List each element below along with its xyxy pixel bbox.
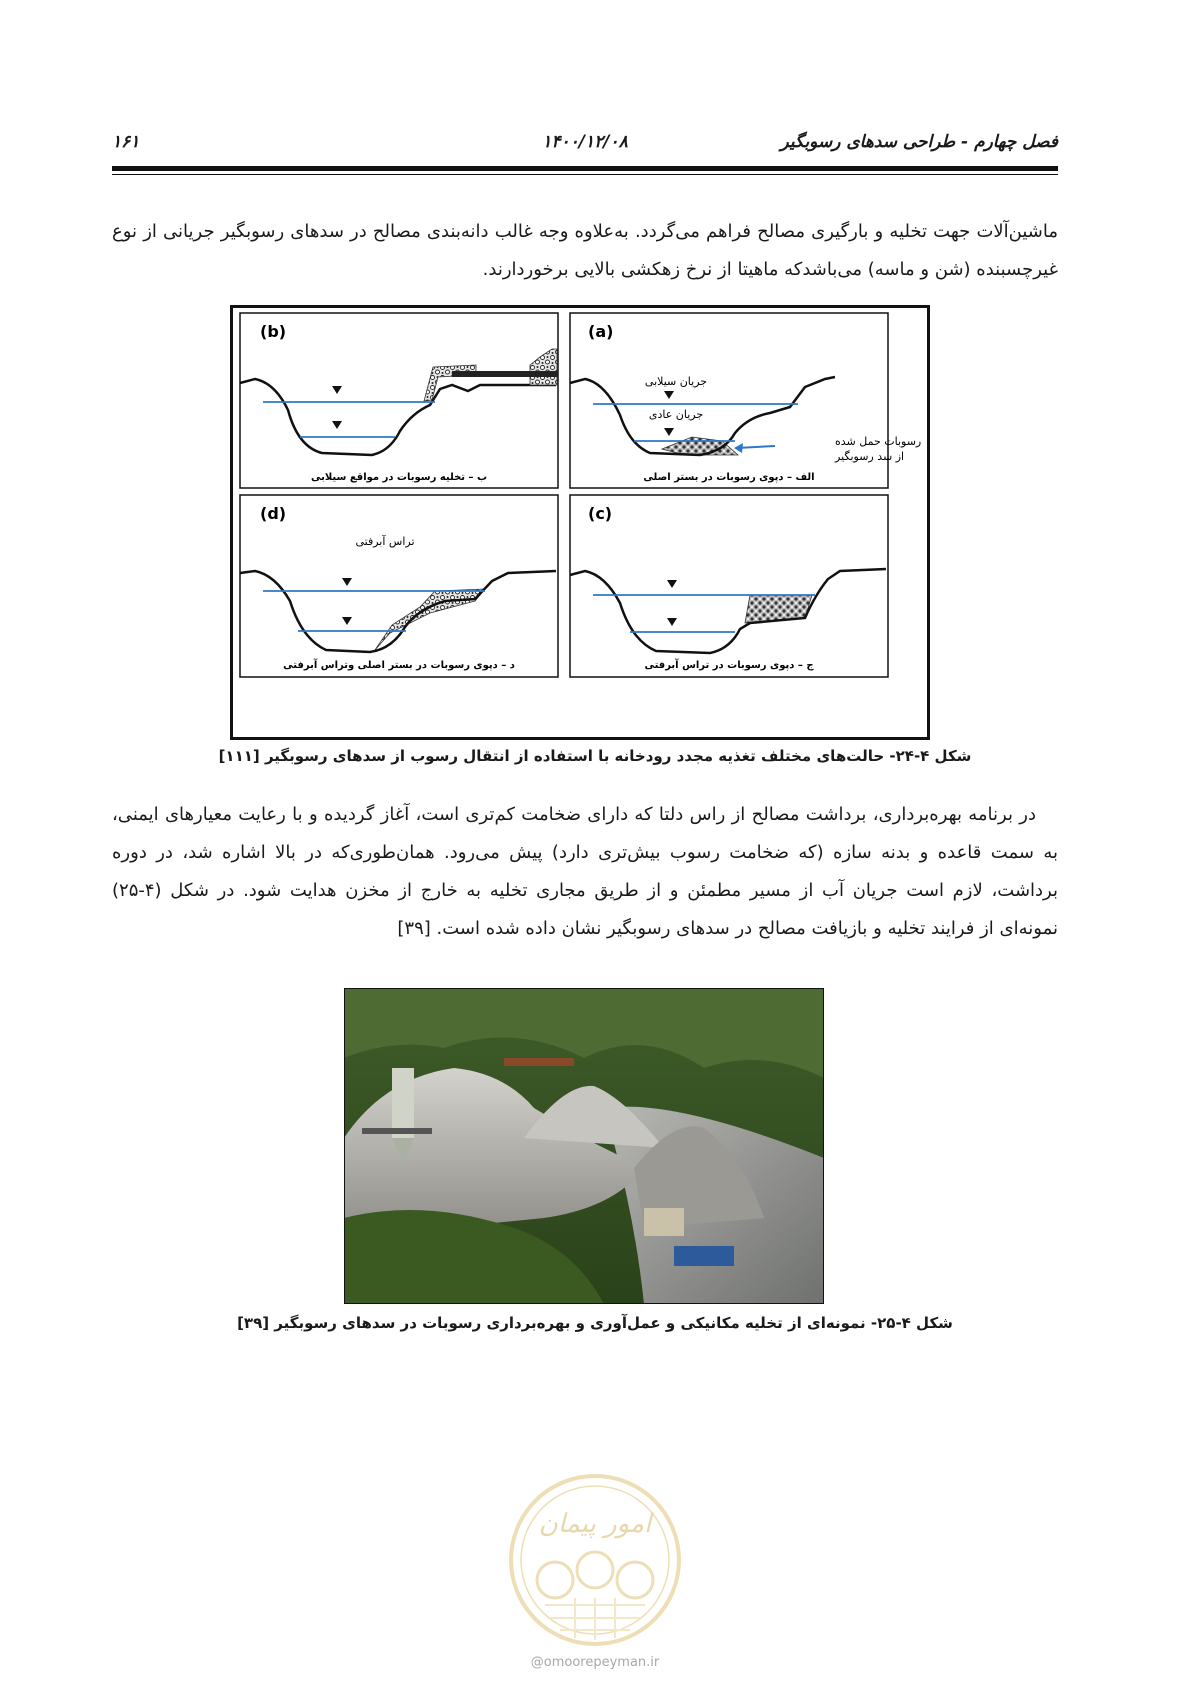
header-date: ۱۴۰۰/۱۲/۰۸ bbox=[542, 132, 628, 152]
photo-bridge bbox=[504, 1058, 574, 1066]
panel-a-sediment-label-1: رسوبات حمل شده bbox=[835, 435, 922, 448]
panel-d-letter: (d) bbox=[260, 504, 287, 523]
panel-a-caption: الف – دپوی رسوبات در بستر اصلی bbox=[643, 472, 815, 483]
panel-b-conveyor bbox=[452, 371, 558, 377]
panel-d-terrace-label: تراس آبرفتی bbox=[355, 535, 415, 548]
photo-plant-frame bbox=[362, 1128, 432, 1134]
panel-a-sediment-label-2: از سد رسوبگیر bbox=[835, 450, 905, 463]
paragraph-1: ماشین‌آلات جهت تخلیه و بارگیری مصالح فراهم می‌گردد. به‌علاوه وجه غالب دانه‌بندی مصالح در سدهای رسوبگیر جریانی از نوع غیرچسبنده (شن و ماسه) می‌باشدکه ماهیتا از نرخ زهکشی بالایی برخوردارند. bbox=[112, 221, 1058, 280]
page-header bbox=[112, 128, 1058, 158]
photo-silo bbox=[392, 1068, 414, 1138]
panel-a-normal-label: جریان عادی bbox=[648, 408, 704, 421]
watermark-logo bbox=[505, 1470, 685, 1650]
page-number: ۱۶۱ bbox=[112, 132, 140, 152]
panel-b-letter: (b) bbox=[260, 322, 287, 341]
panel-a-flood-label: جریان سیلابی bbox=[644, 375, 708, 388]
figure-2-caption: شکل ۴-۲۵- نمونه‌ای از تخلیه مکانیکی و عمل‌آوری و بهره‌برداری رسوبات در سدهای رسوبگیر [۳۹] bbox=[237, 1314, 953, 1332]
panel-a-letter: (a) bbox=[588, 322, 614, 341]
photo-truck-blue bbox=[674, 1246, 734, 1266]
figure-1-caption: شکل ۴-۲۴- حالت‌های مختلف تغذیه مجدد رودخانه با استفاده از انتقال رسوب از سدهای رسوبگیر [۱۱۱] bbox=[218, 747, 972, 765]
panel-b bbox=[240, 313, 558, 488]
panel-c bbox=[570, 495, 888, 677]
watermark-logo-text: امور پیمان bbox=[538, 1509, 652, 1539]
panel-d-caption: د – دپوی رسوبات در بستر اصلی وتراس آبرفتی bbox=[283, 660, 515, 671]
sediment-processing-photo bbox=[344, 988, 824, 1304]
panel-c-caption: ج – دپوی رسوبات در تراس آبرفتی bbox=[644, 660, 814, 671]
header-rule-thin bbox=[112, 174, 1058, 175]
panel-b-caption: ب – تخلیه رسوبات در مواقع سیلابی bbox=[310, 472, 488, 483]
watermark-url: @omoorepeyman.ir bbox=[530, 1655, 660, 1670]
photo-truck-cab bbox=[644, 1208, 684, 1236]
sediment-deposition-diagram bbox=[230, 305, 930, 740]
paragraph-2: در برنامه بهره‌برداری، برداشت مصالح از راس دلتا که دارای ضخامت کم‌تری است، آغاز گردیده و با رعایت معیارهای ایمنی، به سمت قاعده و بدنه سازه (که ضخامت رسوب بیش‌تری دارد) پیش می‌رود. همان‌طوری‌که در بالا اشاره شد، در دوره برداشت، لازم است جریان آب از مسیر مطمئن و از طریق مجاری تخلیه به خارج از مخزن هدایت شود. در شکل (۴-۲۵) نمونه‌ای از فرایند تخلیه و بازیافت مصالح در سدهای رسوبگیر نشان داده شده است. [۳۹] bbox=[112, 804, 1058, 939]
panel-d bbox=[240, 495, 558, 677]
panel-a bbox=[570, 313, 921, 488]
panel-c-letter: (c) bbox=[588, 504, 613, 523]
header-rule-thick bbox=[112, 166, 1058, 171]
chapter-title: فصل چهارم - طراحی سدهای رسوبگیر bbox=[780, 132, 1058, 152]
